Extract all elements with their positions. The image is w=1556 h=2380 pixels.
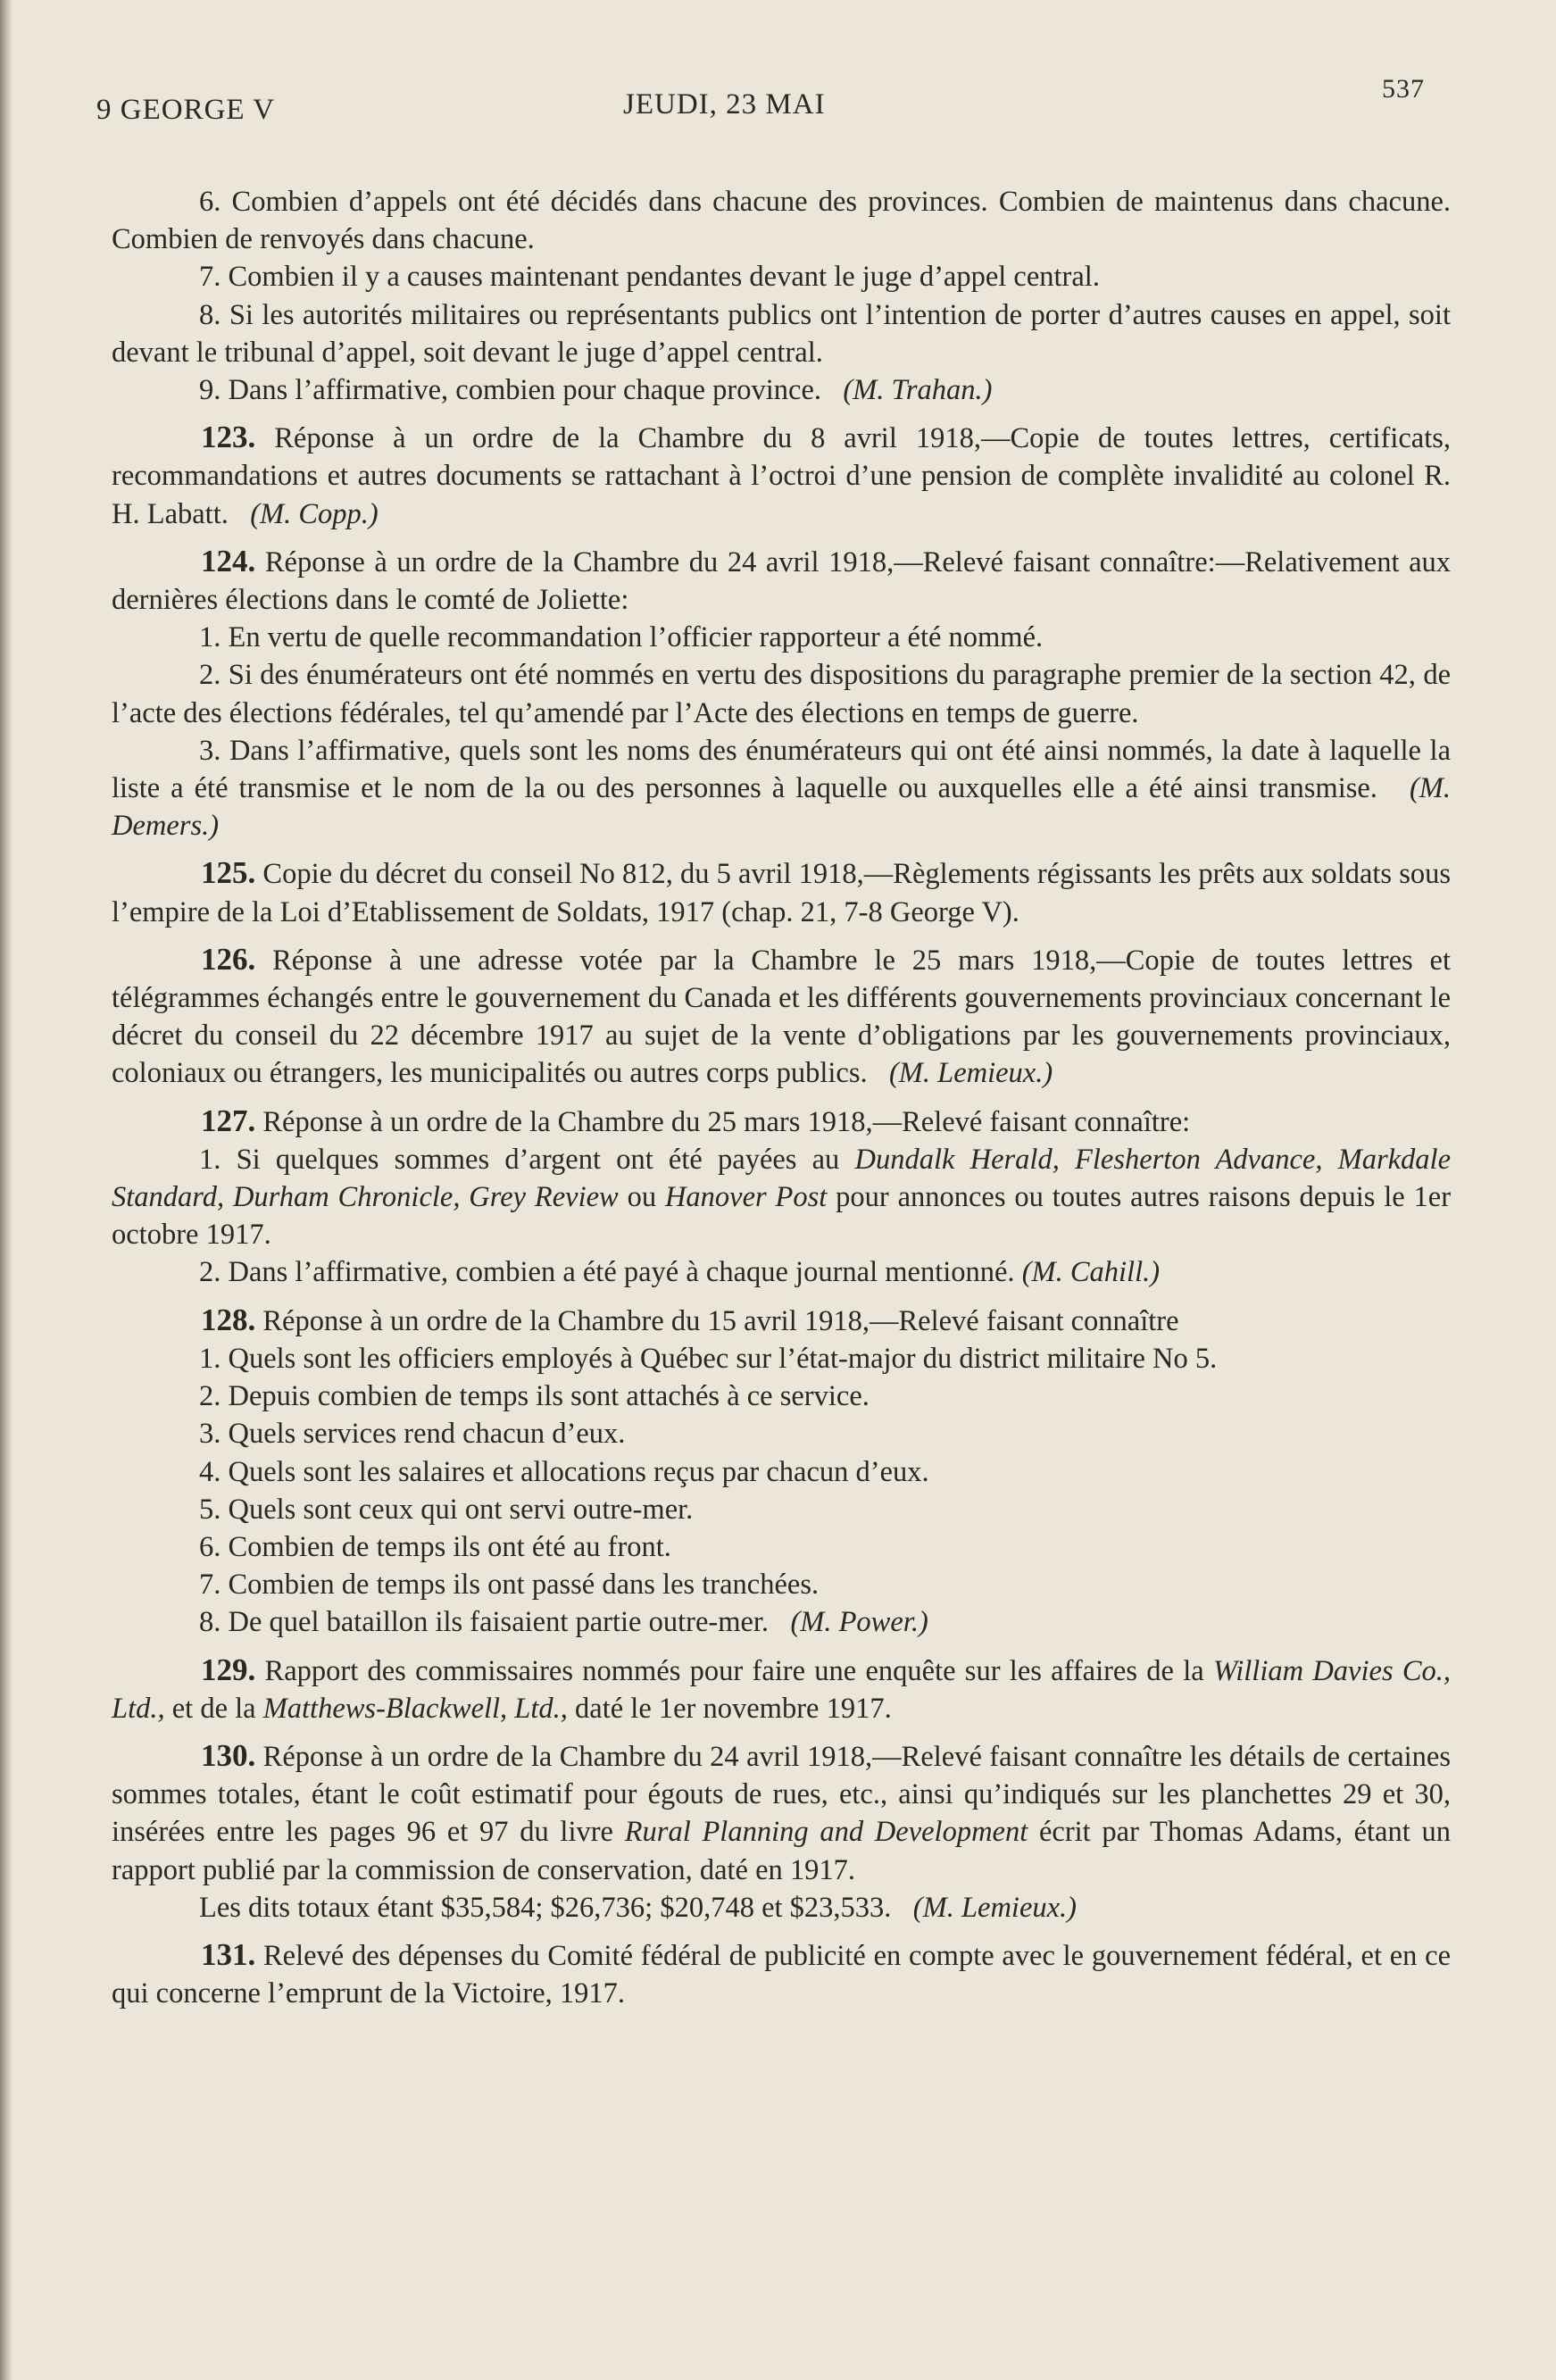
entry-126 — [112, 941, 1451, 1093]
entry-124-text: Réponse à un ordre de la Chambre du 24 avril 1918,—Relevé faisant connaître:—Relativement aux dernières élections dans le comté de Joliette: — [112, 545, 1451, 617]
q122-item-6: 6. Combien d’appels ont été décidés dans chacune des provinces. Combien de maintenus dans chacune. Combien de renvoyés dans chacune. — [112, 186, 1451, 256]
entry-123-number: 123. — [201, 420, 256, 455]
q122-item-9 — [112, 371, 1451, 409]
entry-128-item-7: 7. Combien de temps ils ont passé dans les tranchées. — [199, 1569, 820, 1602]
entry-128-item-8 — [112, 1603, 1451, 1641]
entry-127-item-2-text: 2. Dans l’affirmative, combien a été payé à chaque journal mentionné. — [199, 1256, 1015, 1289]
q122-member: (M. Trahan.) — [843, 374, 993, 407]
header-date: JEUDI, 23 MAI — [623, 88, 826, 121]
entry-128 — [112, 1302, 1451, 1340]
entry-131 — [112, 1936, 1451, 2012]
entry-128-item-3: 3. Quels services rend chacun d’eux. — [199, 1418, 626, 1451]
page-binding-edge — [0, 0, 12, 2380]
entry-124-item-3 — [112, 732, 1451, 845]
entry-126-text: Réponse à une adresse votée par la Chambre le 25 mars 1918,—Copie de toutes lettres et télégrammes échangés entre le gouvernement du Canada et les différents gouvernements provinciaux concernant le décret du conseil du 22 décembre 1917 au sujet de la vente d’obligations par les gouvernements provinciaux, coloniaux ou étrangers, les municipalités ou autres corps publics. — [112, 944, 1452, 1090]
entry-128-item-6: 6. Combien de temps ils ont été au front. — [199, 1530, 671, 1563]
entry-130-totals — [112, 1889, 1451, 1926]
entry-127-item-1-b: pour annonces ou toutes autres raisons depuis le 1er octobre 1917. — [112, 1181, 1452, 1252]
entry-128-item-2: 2. Depuis combien de temps ils sont attachés à ce service. — [199, 1380, 870, 1413]
entry-128-item-8-text: 8. De quel bataillon ils faisaient partie outre-mer. — [199, 1606, 770, 1639]
entry-130-member: (M. Lemieux.) — [912, 1891, 1077, 1924]
document-body — [112, 183, 1451, 2012]
entry-124-member: (M. Demers.) — [112, 772, 1452, 843]
entry-124-item-3-text: 3. Dans l’affirmative, quels sont les noms des énumérateurs qui ont été ainsi nommés, la date à laquelle la liste a été transmise et le nom de la ou des personnes à laquelle ou auxquelles elle a été ainsi transmise. — [112, 734, 1451, 805]
entry-127-hanover-post: Hanover Post — [664, 1181, 828, 1214]
entry-128-item-1: 1. Quels sont les officiers employés à Québec sur l’état-major du district militaire No 5. — [199, 1342, 1218, 1375]
entry-126-number: 126. — [201, 941, 256, 977]
q122-item-9-text: 9. Dans l’affirmative, combien pour chaque province. — [199, 374, 822, 407]
entry-123-text: Réponse à un ordre de la Chambre du 8 avril 1918,—Copie de toutes lettres, certificats, recommandations et autres documents se rattachant à l’octroi d’une pension de complète invalidité au colonel R. H. Labatt. — [112, 422, 1452, 530]
entry-129 — [112, 1652, 1451, 1727]
entry-124 — [112, 543, 1451, 619]
entry-124-number: 124. — [201, 543, 256, 578]
q122-item-7: 7. Combien il y a causes maintenant pendantes devant le juge d’appel central. — [199, 261, 1100, 294]
entry-125-number: 125. — [201, 855, 256, 891]
entry-129-text-c: daté le 1er novembre 1917. — [575, 1692, 892, 1725]
entry-127-item-2 — [112, 1253, 1451, 1291]
entry-127-text: Réponse à un ordre de la Chambre du 25 mars 1918,—Relevé faisant connaître: — [262, 1105, 1191, 1138]
entry-130-book-title: Rural Planning and Development — [624, 1816, 1028, 1849]
entry-127-newspapers: Dundalk Herald, Flesherton Advance, Markdale Standard, Durham Chronicle, Grey Review — [112, 1143, 1451, 1214]
entry-130-text-a: Réponse à un ordre de la Chambre du 24 avril 1918,—Relevé faisant connaître les détails de certaines sommes totales, étant le coût estimatif pour égouts de rues, etc., ainsi qu’indiqués sur les planchettes 29 et 30, insérées entre les pages 96 et 97 du livre — [112, 1740, 1451, 1849]
entry-130-text-b: écrit par Thomas Adams, étant un rapport publié par la commission de conservation, daté en 1917. — [112, 1816, 1451, 1886]
entry-128-number: 128. — [201, 1302, 256, 1337]
entry-130-totals-text: Les dits totaux étant $35,584; $26,736; $20,748 et $23,533. — [199, 1891, 892, 1924]
entry-125-text: Copie du décret du conseil No 812, du 5 avril 1918,—Règlements régissants les prêts aux soldats sous l’empire de la Loi d’Etablissement de Soldats, 1917 (chap. 21, 7-8 George V). — [112, 858, 1451, 928]
entry-129-number: 129. — [201, 1652, 256, 1687]
entry-131-number: 131. — [201, 1936, 256, 1972]
entry-123 — [112, 419, 1451, 533]
entry-127-member: (M. Cahill.) — [1021, 1256, 1161, 1289]
entry-123-member: (M. Copp.) — [250, 497, 379, 530]
entry-127-number: 127. — [201, 1103, 256, 1138]
page-number: 537 — [1382, 74, 1425, 104]
running-header — [96, 74, 1425, 129]
entry-130-number: 130. — [201, 1737, 256, 1773]
entry-124-item-1: 1. En vertu de quelle recommandation l’officier rapporteur a été nommé. — [199, 621, 1044, 654]
entry-129-text-b: et de la — [171, 1692, 256, 1725]
entry-125 — [112, 854, 1451, 930]
entry-127-item-1-ou: ou — [627, 1181, 657, 1214]
entry-129-company-1: William Davies Co., Ltd., — [112, 1654, 1452, 1725]
entry-127-item-1 — [112, 1141, 1451, 1254]
q122-item-8: 8. Si les autorités militaires ou représentants publics ont l’intention de porter d’autres causes en appel, soit devant le tribunal d’appel, soit devant le juge d’appel central. — [112, 298, 1451, 369]
entry-131-text: Relevé des dépenses du Comité fédéral de publicité en compte avec le gouvernement fédéral, et en ce qui concerne l’emprunt de la Victoire, 1917. — [112, 1939, 1452, 2010]
entry-128-item-5: 5. Quels sont ceux qui ont servi outre-mer. — [199, 1493, 694, 1526]
entry-128-member: (M. Power.) — [790, 1606, 928, 1639]
entry-127-item-1-a: 1. Si quelques sommes d’argent ont été payées au — [199, 1143, 840, 1176]
entry-128-text: Réponse à un ordre de la Chambre du 15 avril 1918,—Relevé faisant connaître — [262, 1304, 1179, 1337]
entry-127 — [112, 1103, 1451, 1141]
entry-126-member: (M. Lemieux.) — [888, 1057, 1053, 1090]
entry-128-item-4: 4. Quels sont les salaires et allocations reçus par chacun d’eux. — [199, 1455, 929, 1488]
entry-129-company-2: Matthews-Blackwell, Ltd., — [262, 1692, 568, 1725]
header-regnal-year: 9 GEORGE V — [96, 94, 276, 126]
entry-124-item-2: 2. Si des énumérateurs ont été nommés en vertu des dispositions du paragraphe premier de la section 42, de l’acte des élections fédérales, tel qu’amendé par l’Acte des élections en temps de guerre. — [112, 659, 1451, 729]
entry-129-text-a: Rapport des commissaires nommés pour faire une enquête sur les affaires de la — [264, 1654, 1204, 1687]
entry-130 — [112, 1737, 1451, 1889]
